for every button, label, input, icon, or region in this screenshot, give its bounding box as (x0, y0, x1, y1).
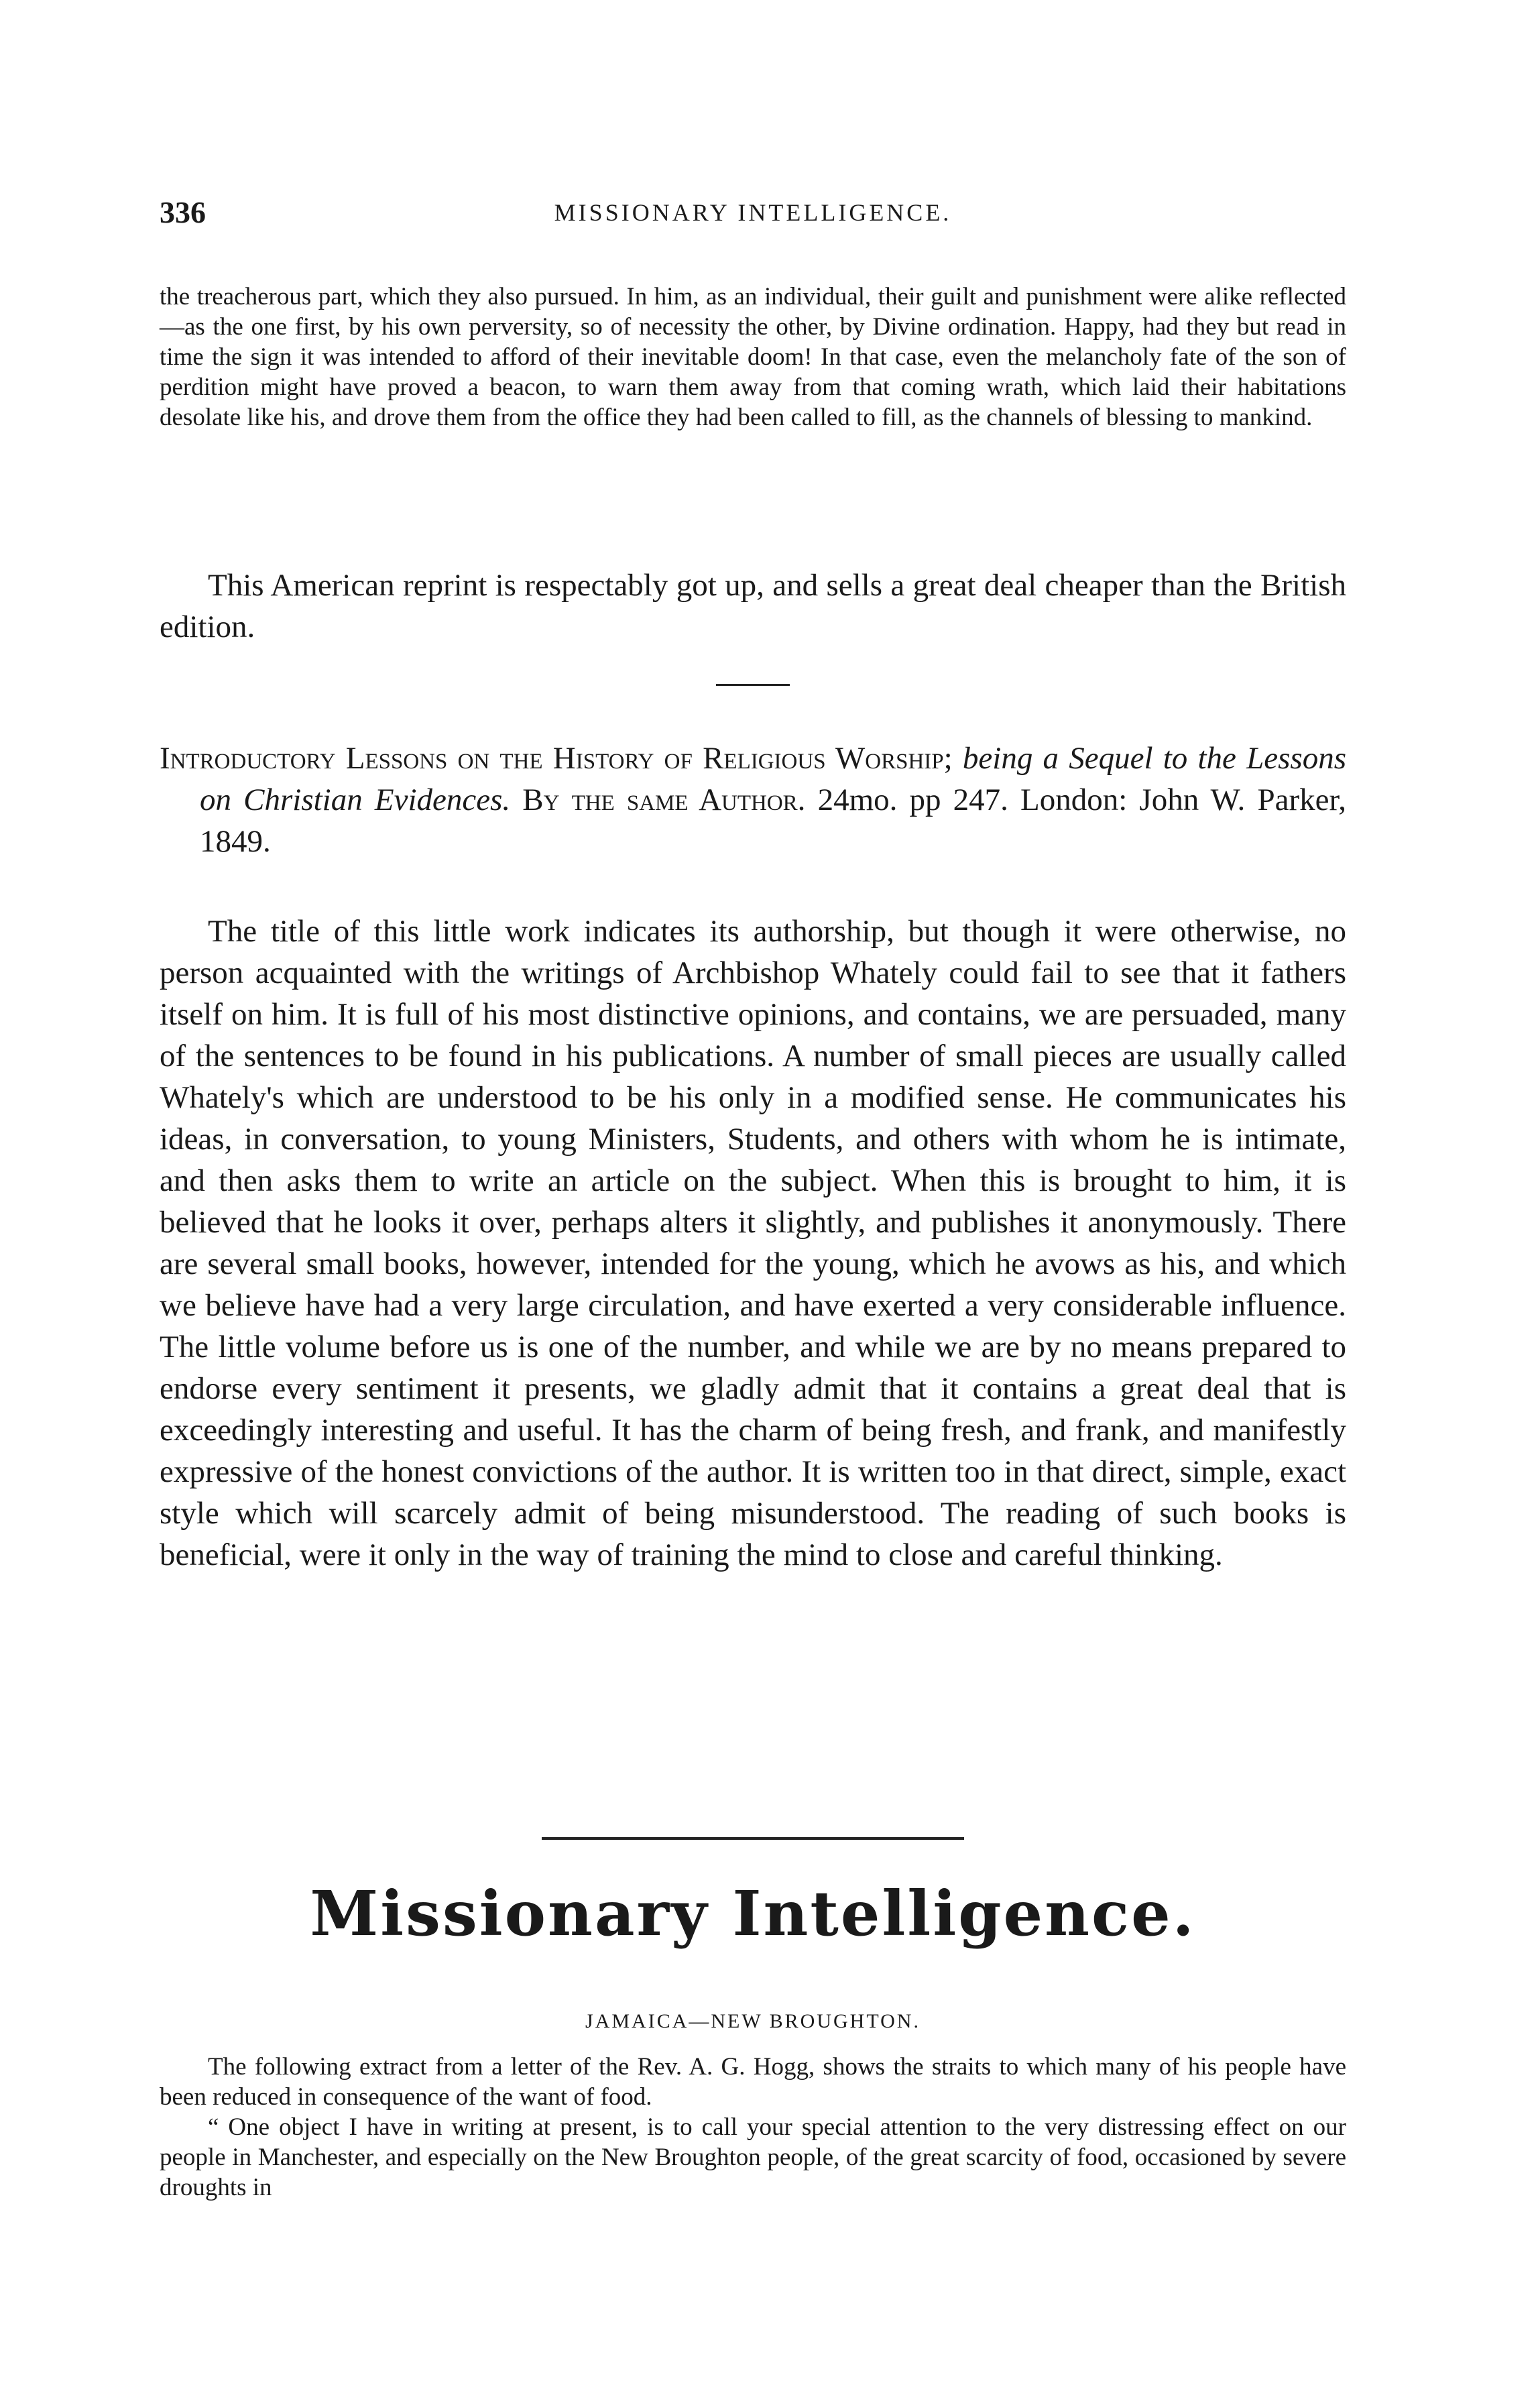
section-quote: “ One object I have in writing at present, is to call your special attention to the very distressing effect on our people in Manchester, and especially on the New Broughton people, of the great scarcity of food, occasioned by severe droughts in (160, 2113, 1346, 2201)
book-title: Introductory Lessons on the History of Religious Worship (160, 741, 944, 776)
page-number: 336 (160, 195, 206, 229)
review-note-block (160, 565, 1346, 648)
continuation-block (160, 282, 1346, 432)
running-head: MISSIONARY INTELLIGENCE. (554, 199, 952, 226)
section-intro: The following extract from a letter of the Rev. A. G. Hogg, shows the straits to which many of his people have been reduced in consequence of the want of food. (160, 2053, 1346, 2111)
review-heading (160, 738, 1346, 862)
section-text-block (160, 2052, 1346, 2203)
review-heading-block (160, 738, 1346, 862)
review-note: This American reprint is respectably got up, and sells a great deal cheaper than the British edition. (160, 568, 1346, 644)
review-body: The title of this little work indicates its authorship, but though it were otherwise, no person acquainted with the writings of Archbishop Whately could fail to see that it fathers itself on him. It is full of his most distinctive opinions, and contains, we are persuaded, many of the sentences to be found in his publications. A number of small pieces are usually called Whately's which are understood to be his only in a modified sense. He communicates his ideas, in conversation, to young Ministers, Students, and others with whom he is intimate, and then asks them to write an article on the subject. When this is brought to him, it is believed that he looks it over, perhaps alters it slightly, and publishes it anonymously. There are several small books, however, intended for the young, which he avows as his, and which we believe have had a very large circulation, and have exerted a very considerable influence. The little volume before us is one of the number, and while we are by no means prepared to endorse every sentiment it presents, we gladly admit that it contains a great deal that is exceedingly interesting and useful. It has the charm of being fresh, and frank, and manifestly expressive of the honest convictions of the author. It is written too in that direct, simple, exact style which will scarcely admit of being misunderstood. The reading of such books is beneficial, were it only in the way of training the mind to close and careful thinking. (160, 914, 1346, 1572)
book-details: 24mo. pp 247. London: John W. Parker, 1849. (200, 782, 1346, 859)
section-subheading: JAMAICA—NEW BROUGHTON. (585, 2010, 921, 2032)
divider-short (716, 684, 790, 686)
book-subtitle: being a Sequel to the Lessons on Christian Evidences. (200, 741, 1346, 817)
review-body-block (160, 911, 1346, 1576)
section-divider (542, 1837, 964, 1840)
book-byline: By the same Author. (510, 782, 806, 817)
section-banner: Missionary Intelligence. (310, 1877, 1196, 1950)
page-header (160, 194, 1346, 235)
continuation-paragraph: the treacherous part, which they also pursued. In him, as an individual, their guilt and punishment were alike reflected—as the one first, by his own perversity, so of necessity the other, by Divine ordination. Happy, had they but read in time the sign it was intended to afford of their inevitable doom! In that case, even the melancholy fate of the son of perdition might have proved a beacon, to warn them away from that coming wrath, which laid their habitations desolate like his, and drove them from the office they had been called to fill, as the channels of blessing to mankind. (160, 283, 1346, 431)
title-separator: ; (943, 741, 963, 776)
